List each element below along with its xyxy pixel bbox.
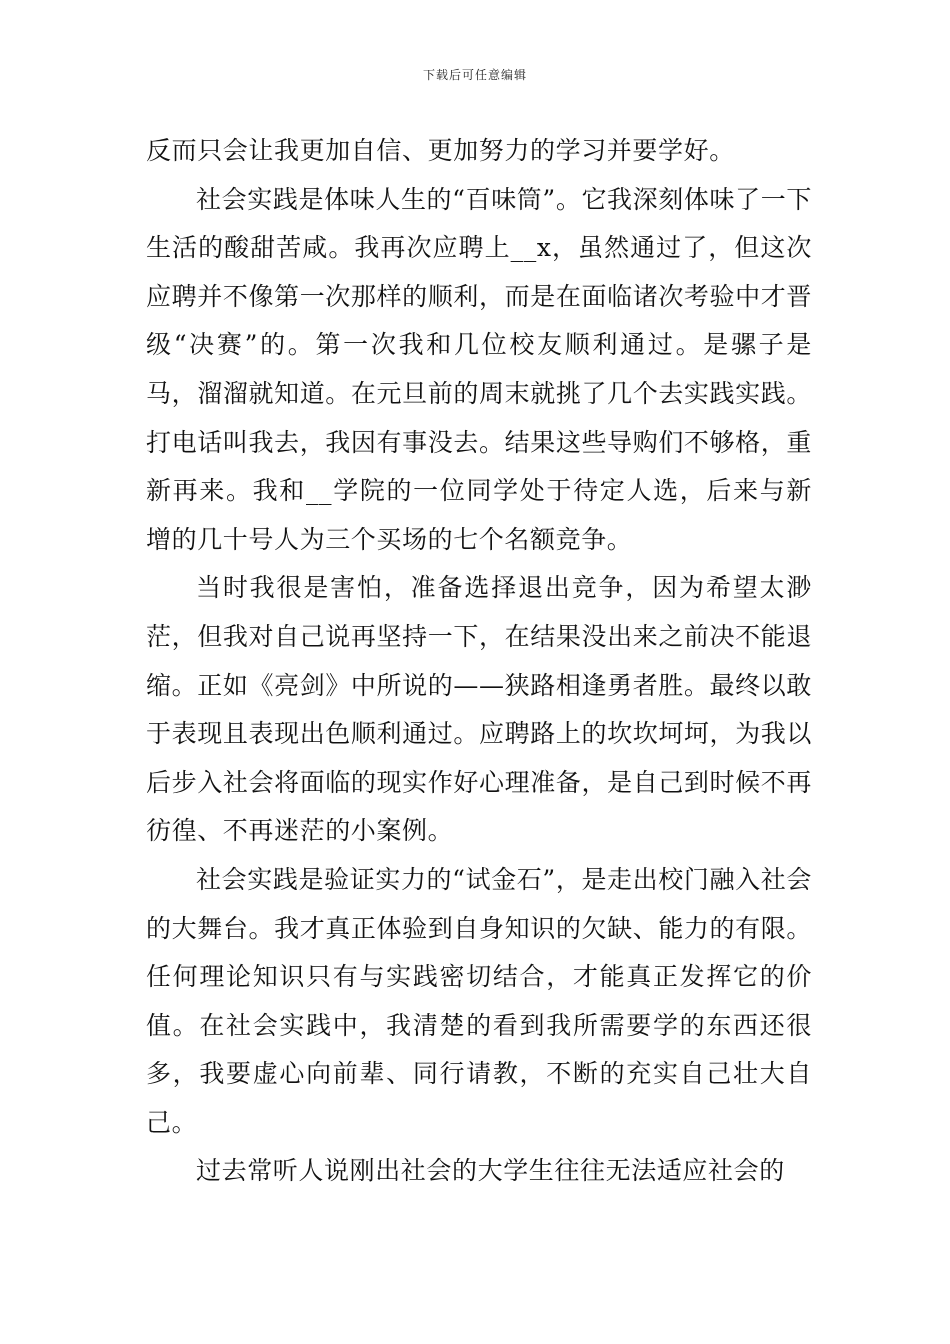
page-header: 下载后可任意编辑 — [422, 68, 527, 82]
paragraph-2: 社会实践是体味人生的“百味筒”。它我深刻体味了一下生活的酸甜苦咸。我再次应聘上__x，虽然通过了，但这次应聘并不像第一次那样的顺利，而是在面临诸次考验中才晋级“决赛”的。第一次我和几位校友顺利通过。是骡子是马，溜溜就知道。在元旦前的周末就挑了几个去实践实践。打电话叫我去，我因有事没去。结果这些导购们不够格，重新再来。我和__学院的一位同学处于待定人选，后来与新增的几十号人为三个买场的七个名额竞争。 — [146, 184, 812, 554]
paragraph-5: 过去常听人说刚出社会的大学生往往无法适应社会的 — [196, 1156, 785, 1186]
document-body — [146, 127, 812, 1196]
paragraph-1: 反而只会让我更加自信、更加努力的学习并要学好。 — [146, 136, 735, 165]
paragraph-4: 社会实践是验证实力的“试金石”，是走出校门融入社会的大舞台。我才真正体验到自身知识的欠缺、能力的有限。任何理论知识只有与实践密切结合，才能真正发挥它的价值。在社会实践中，我清楚的看到我所需要学的东西还很多，我要虚心向前辈、同行请教，不断的充实自己壮大自己。 — [146, 864, 812, 1137]
paragraph-3: 当时我很是害怕，准备选择退出竞争，因为希望太渺茫，但我对自己说再坚持一下，在结果没出来之前决不能退缩。正如《亮剑》中所说的——狭路相逢勇者胜。最终以敢于表现且表现出色顺利通过。应聘路上的坎坎坷坷，为我以后步入社会将面临的现实作好心理准备，是自己到时候不再彷徨、不再迷茫的小案例。 — [146, 573, 812, 846]
